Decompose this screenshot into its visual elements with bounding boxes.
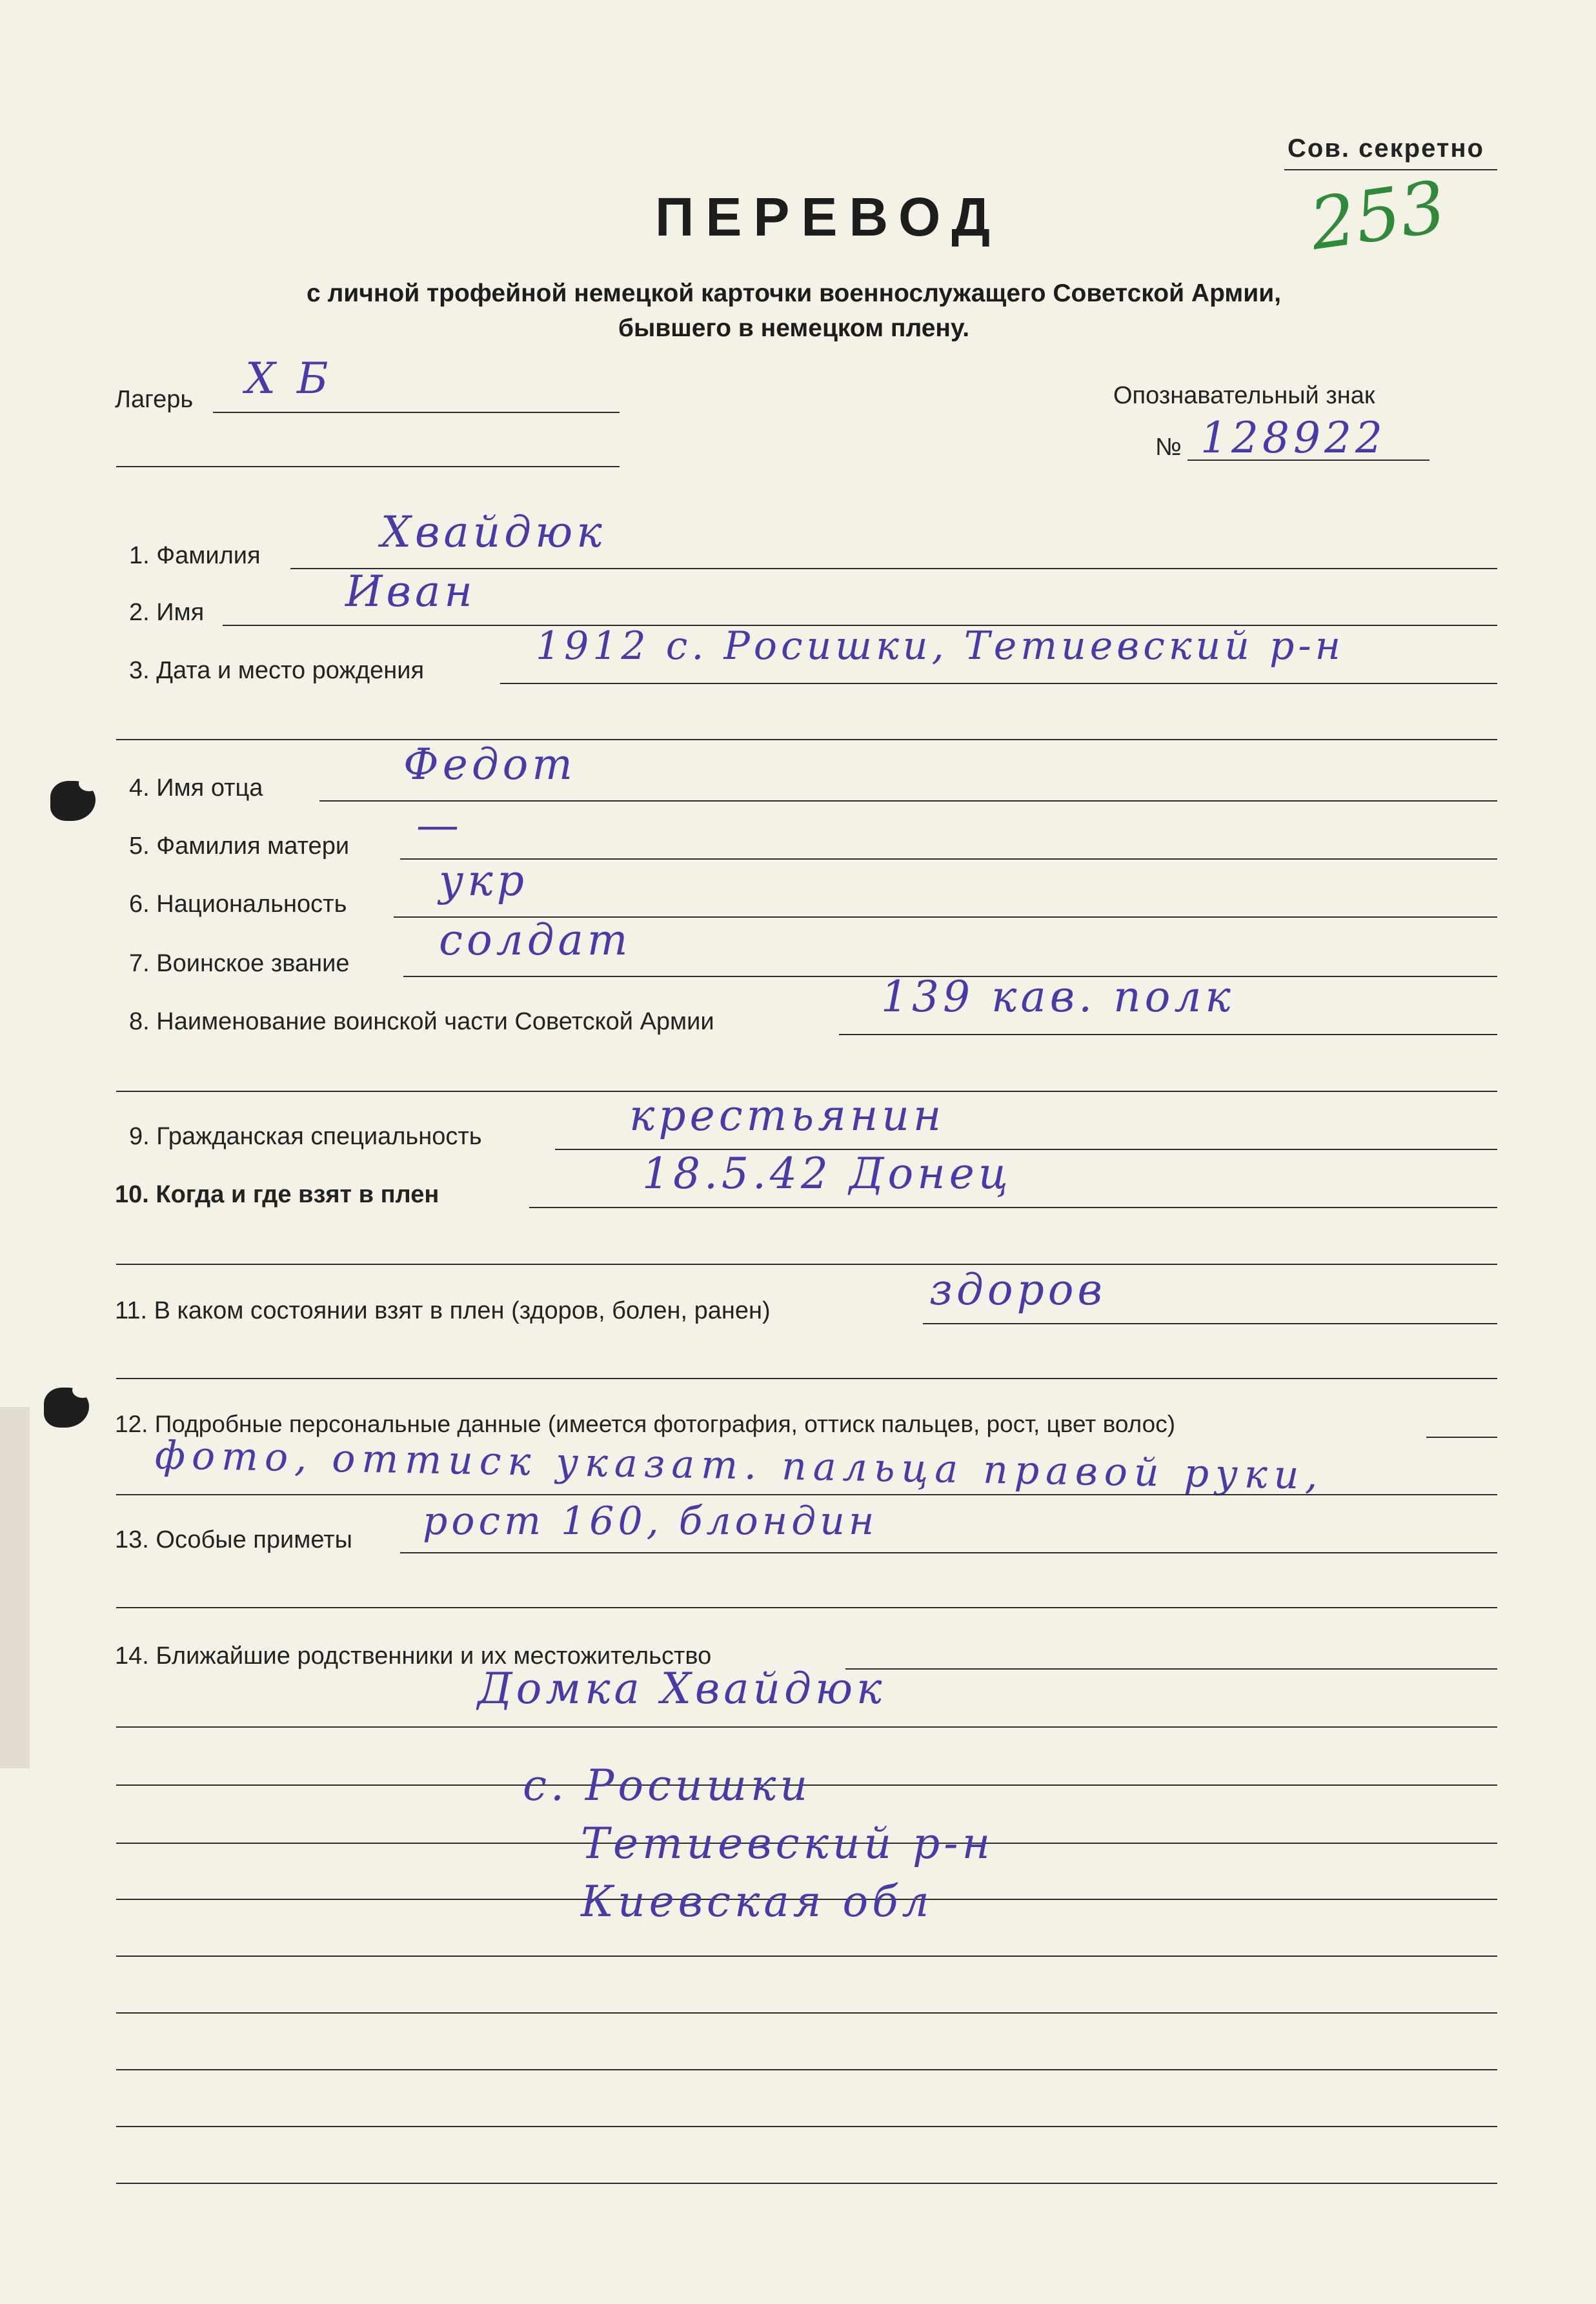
field-7-value[interactable]: солдат [439, 915, 632, 965]
blank-line [116, 2126, 1497, 2127]
field-2-value[interactable]: Иван [345, 567, 476, 616]
field-6-label: 6. Национальность [129, 891, 347, 918]
blank-line [116, 739, 1497, 740]
camp-label: Лагерь [115, 386, 194, 413]
camp-line [213, 412, 620, 413]
blank-line [116, 1264, 1497, 1265]
field-3-label: 3. Дата и место рождения [129, 657, 425, 684]
field-9-value[interactable]: крестьянин [629, 1091, 945, 1140]
field-1-label: 1. Фамилия [129, 542, 261, 569]
field-5-value[interactable]: — [416, 800, 463, 850]
paper-edge [0, 1407, 30, 1768]
field-8-label: 8. Наименование воинской части Советской Армии [129, 1008, 714, 1035]
field-6-value[interactable]: укр [439, 856, 528, 905]
field-9-label: 9. Гражданская специальность [129, 1123, 482, 1150]
field-12-label: 12. Подробные персональные данные (имеется фотография, оттиск пальцев, рост, цвет волос) [115, 1411, 1176, 1437]
field-14-value-2[interactable]: с. Росишки [523, 1761, 811, 1810]
page-subtitle [213, 276, 1375, 346]
field-4-line [319, 800, 1497, 802]
field-14-value-4[interactable]: Киевская обл [581, 1877, 933, 1926]
field-5-line [400, 858, 1497, 860]
blank-line [116, 2069, 1497, 2070]
field-3-value[interactable]: 1912 с. Росишки, Тетиевский р-н [536, 623, 1345, 669]
subtitle-line: с личной трофейной немецкой карточки военнослужащего Советской Армии, [306, 279, 1282, 307]
field-8-line [839, 1034, 1497, 1035]
field-11-line [923, 1323, 1497, 1324]
punch-hole [50, 781, 96, 821]
blank-line [116, 2183, 1497, 2184]
field-8-value[interactable]: 139 кав. полк [881, 972, 1235, 1022]
doc-number: 253 [1305, 165, 1451, 266]
field-11-label: 11. В каком состоянии взят в плен (здоров, болен, ранен) [115, 1297, 771, 1324]
field-4-label: 4. Имя отца [129, 774, 263, 802]
field-12-line [1426, 1437, 1497, 1438]
page-title: ПЕРЕВОД [655, 187, 1002, 247]
field-14-label: 14. Ближайшие родственники и их местожительство [115, 1642, 712, 1670]
blank-line [116, 1378, 1497, 1379]
field-3-line [500, 683, 1497, 684]
blank-line [116, 1955, 1497, 1957]
field-4-value[interactable]: Федот [403, 740, 576, 789]
field-10-label: 10. Когда и где взят в плен [115, 1181, 439, 1208]
field-14-value-1[interactable]: Домка Хвайдюк [478, 1664, 886, 1713]
field-10-value[interactable]: 18.5.42 Донец [642, 1149, 1012, 1198]
id-tag-label: Опознавательный знак [1113, 382, 1375, 409]
blank-line [116, 1726, 1497, 1728]
blank-line [116, 2012, 1497, 2014]
field-13-label: 13. Особые приметы [115, 1526, 352, 1553]
subtitle-line: бывшего в немецком плену. [618, 314, 970, 342]
punch-hole [44, 1388, 89, 1428]
camp-value[interactable]: X Б [245, 354, 332, 403]
field-12-value[interactable]: фото, оттиск указат. пальца правой руки, [154, 1433, 1325, 1499]
field-10-line [529, 1207, 1497, 1208]
blank-line [116, 466, 620, 467]
field-2-label: 2. Имя [129, 599, 205, 626]
blank-line [116, 1607, 1497, 1608]
id-tag-value[interactable]: 128922 [1200, 413, 1386, 463]
id-no-label: № [1155, 434, 1182, 461]
field-14-line [845, 1668, 1497, 1670]
field-12-line-2 [116, 1494, 1497, 1495]
field-14-value-3[interactable]: Тетиевский р-н [581, 1819, 995, 1868]
classification-stamp: Сов. секретно [1288, 134, 1484, 163]
field-1-value[interactable]: Хвайдюк [381, 507, 606, 557]
field-13-line [400, 1552, 1497, 1553]
underline [1284, 169, 1497, 170]
field-13-value[interactable]: рост 160, блондин [423, 1499, 878, 1544]
field-11-value[interactable]: здоров [929, 1265, 1106, 1315]
field-5-label: 5. Фамилия матери [129, 833, 350, 860]
field-7-label: 7. Воинское звание [129, 950, 350, 977]
